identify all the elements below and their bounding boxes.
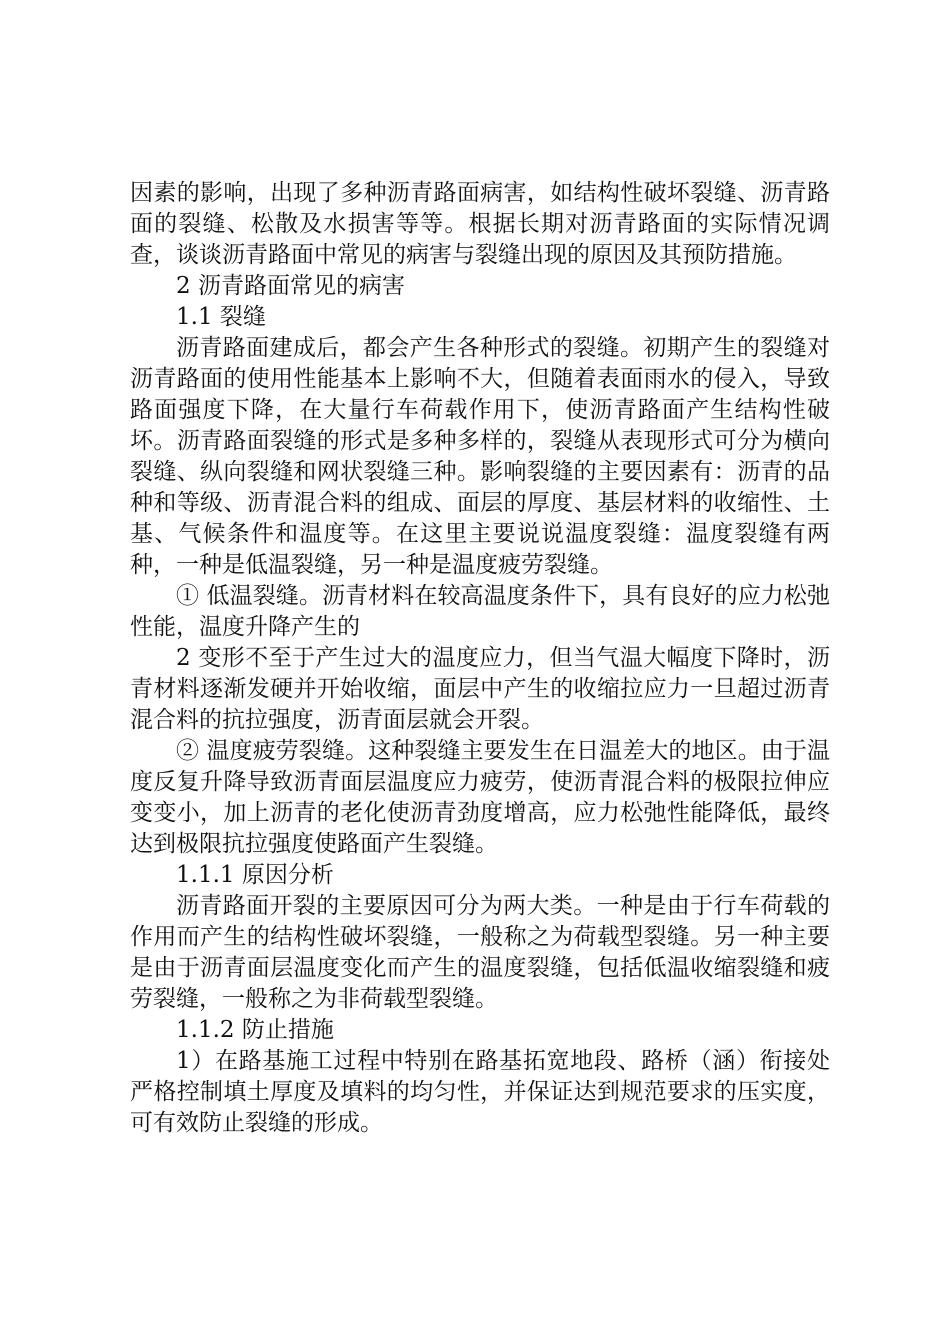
- paragraph-intro-continuation: 因素的影响，出现了多种沥青路面病害，如结构性破坏裂缝、沥青路面的裂缝、松散及水损害等等。根据长期对沥青路面的实际情况调查，谈谈沥青路面中常见的病害与裂缝出现的原因及其预防措施。: [130, 180, 830, 268]
- paragraph-temperature-fatigue-cracks: ② 温度疲劳裂缝。这种裂缝主要发生在日温差大的地区。由于温度反复升降导致沥青面层温度应力疲劳，使沥青混合料的极限拉伸应变变小，加上沥青的老化使沥青劲度增高，应力松弛性能降低，最终达到极限抗拉强度使路面产生裂缝。: [130, 738, 830, 857]
- subsection-heading-cause-analysis: 1.1.1 原因分析: [176, 862, 334, 888]
- paragraph-deformation: 2 变形不至于产生过大的温度应力，但当气温大幅度下降时，沥青材料逐渐发硬并开始收缩，面层中产生的收缩拉应力一旦超过沥青混合料的抗拉强度，沥青面层就会开裂。: [130, 645, 830, 733]
- subsection-heading-cracks: 1.1 裂缝: [176, 304, 266, 330]
- paragraph-prevention-measure-1: 1）在路基施工过程中特别在路基拓宽地段、路桥（涵）衔接处严格控制填土厚度及填料的均匀性，并保证达到规范要求的压实度，可有效防止裂缝的形成。: [130, 1048, 830, 1136]
- paragraph-low-temperature-cracks: ① 低温裂缝。沥青材料在较高温度条件下，具有良好的应力松弛性能，温度升降产生的: [130, 583, 830, 640]
- document-body: [130, 178, 830, 1139]
- section-heading-common-defects: 2 沥青路面常见的病害: [176, 273, 405, 299]
- subsection-heading-prevention-measures: 1.1.2 防止措施: [176, 1017, 334, 1043]
- paragraph-cause-analysis: 沥青路面开裂的主要原因可分为两大类。一种是由于行车荷载的作用而产生的结构性破坏裂缝，一般称之为荷载型裂缝。另一种主要是由于沥青面层温度变化而产生的温度裂缝，包括低温收缩裂缝和疲劳裂缝，一般称之为非荷载型裂缝。: [130, 893, 830, 1012]
- paragraph-cracks-overview: 沥青路面建成后，都会产生各种形式的裂缝。初期产生的裂缝对沥青路面的使用性能基本上影响不大，但随着表面雨水的侵入，导致路面强度下降，在大量行车荷载作用下，使沥青路面产生结构性破坏。沥青路面裂缝的形式是多种多样的，裂缝从表现形式可分为横向裂缝、纵向裂缝和网状裂缝三种。影响裂缝的主要因素有：沥青的品种和等级、沥青混合料的组成、面层的厚度、基层材料的收缩性、土基、气候条件和温度等。在这里主要说说温度裂缝：温度裂缝有两种，一种是低温裂缝，另一种是温度疲劳裂缝。: [130, 335, 830, 578]
